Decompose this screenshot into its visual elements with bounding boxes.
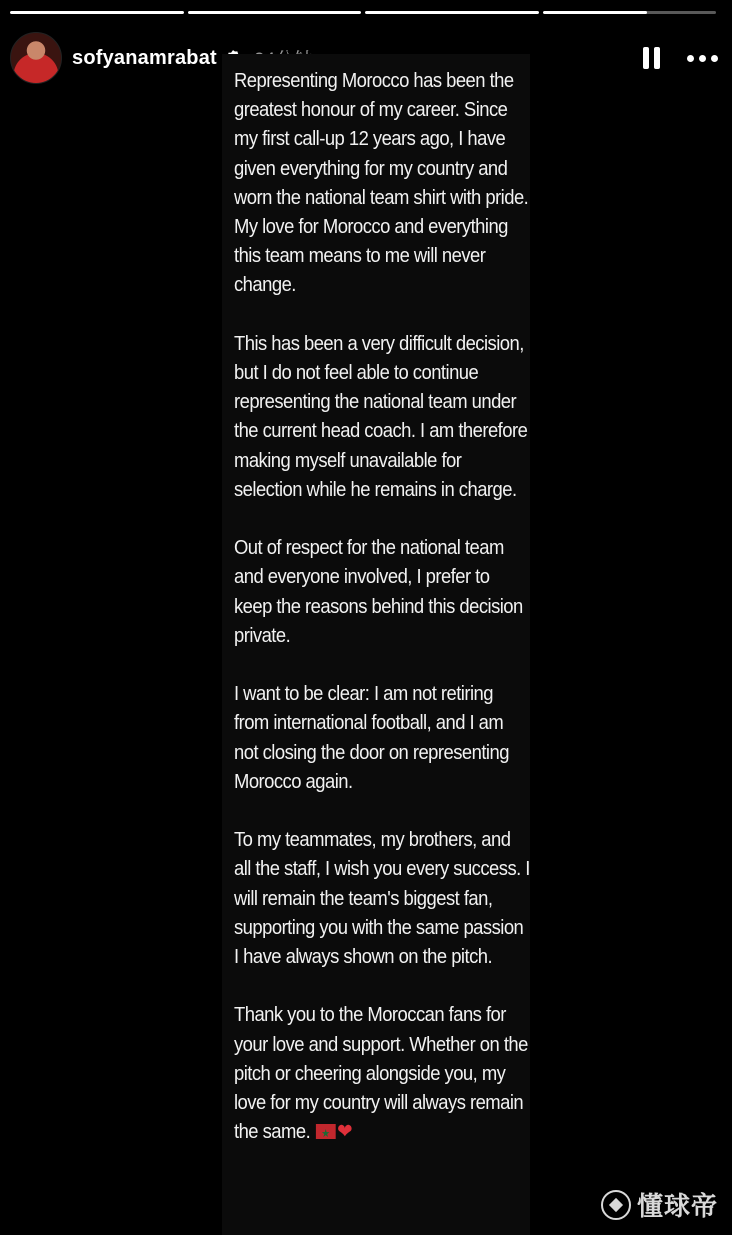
avatar[interactable]	[10, 32, 62, 84]
statement-paragraph: This has been a very difficult decision, but I do not feel able to continue representing the national team under the current head coach. I am therefore making myself unavailable for selection while he remains in charge.	[234, 331, 528, 501]
more-options-icon[interactable]	[687, 44, 718, 72]
username-link[interactable]: sofyanamrabat	[72, 46, 217, 69]
watermark-logo-icon	[601, 1190, 631, 1220]
progress-segment-4	[543, 11, 717, 14]
morocco-flag-icon	[316, 1124, 336, 1139]
heart-icon: ❤	[337, 1120, 353, 1144]
watermark	[601, 1186, 718, 1223]
statement-paragraph: To my teammates, my brothers, and all the staff, I wish you every success. I will remain the team's biggest fan, supporting you with the same passion I have always shown on the pitch.	[234, 828, 530, 969]
statement-paragraph: Representing Morocco has been the greatest honour of my career. Since my first call-up 12 years ago, I have given everything for my country and worn the national team shirt with pride. My love for Morocco and everything this team means to me will never change.	[234, 69, 529, 297]
progress-segment-3	[365, 11, 539, 14]
story-progress-bar	[10, 11, 716, 15]
progress-segment-1	[10, 11, 184, 14]
statement-text	[234, 66, 531, 1146]
progress-segment-2	[188, 11, 362, 14]
statement-paragraph-text: Thank you to the Moroccan fans for your love and support. Whether on the pitch or cheering alongside you, my love for my country will always remain the same.	[234, 1003, 528, 1144]
watermark-text: 懂球帝	[636, 1191, 718, 1221]
statement-paragraph: Out of respect for the national team and everyone involved, I prefer to keep the reasons behind this decision private.	[234, 536, 523, 647]
statement-paragraph-last	[234, 1000, 531, 1146]
statement-paragraph: I want to be clear: I am not retiring from international football, and I am not closing the door on representing Morocco again.	[234, 682, 509, 793]
pause-icon[interactable]	[639, 44, 663, 72]
